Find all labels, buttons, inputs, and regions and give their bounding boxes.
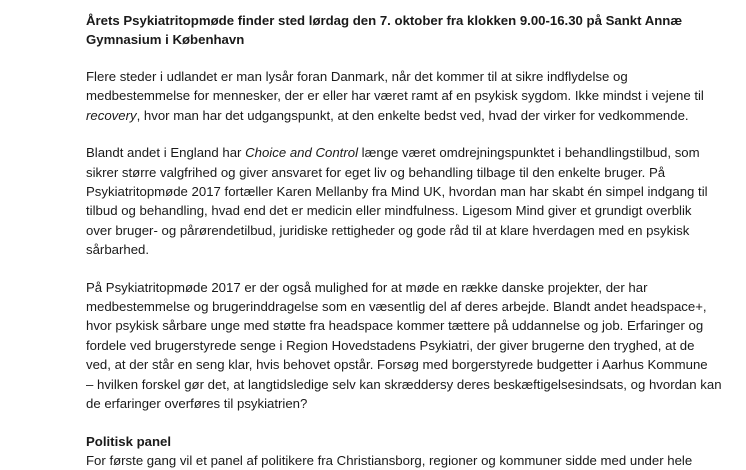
paragraph-line: tilbud og behandling, hvad end det er medicin eller mindfulness. Ligesom Mind giver et grundigt overblik [86, 203, 692, 219]
paragraph-line: medbestemmelse og brugerinddragelse som en væsentlig del af deres arbejde. Blandt andet headspace+, [86, 299, 707, 315]
paragraph-line: længe været omdrejningspunktet i behandlingstilbud, som [358, 145, 700, 161]
paragraph-intro [86, 67, 726, 125]
paragraph-line: , hvor man har det udgangspunkt, at den enkelte bedst ved, hvad der virker for vedkommende. [136, 107, 689, 123]
headline-line-2: Gymnasium i København [86, 32, 245, 47]
paragraph-line: Psykiatritopmøde 2017 fortæller Karen Mellanby fra Mind UK, hvordan man har skabt én simpel indgang til [86, 184, 708, 200]
document-content [86, 11, 726, 470]
paragraph-line: over bruger- og pårørendetilbud, juridiske rettigheder og gode råd til at klare hverdagen med en psykisk [86, 222, 690, 238]
paragraph-line: de erfaringer overføres til psykiatrien? [86, 396, 308, 412]
paragraph-line: Blandt andet i England har [86, 145, 246, 161]
paragraph-line: På Psykiatritopmøde 2017 er der også mulighed for at møde en række danske projekter, der har [86, 279, 648, 295]
italic-term-recovery: recovery [86, 107, 137, 123]
paragraph-line: sårbarhed. [86, 242, 150, 258]
paragraph-danish-projects [86, 278, 726, 414]
paragraph-line: ved, at der står en seng klar, hvis behovet opstår. Forsøg med borgerstyrede budgetter i Aarhus Kommune [86, 357, 708, 373]
paragraph-line: fordele ved brugerstyrede senge i Region Hovedstadens Psykiatri, der giver brugerne den tryghed, at de [86, 337, 695, 353]
headline-line-1: Årets Psykiatritopmøde finder sted lørdag den 7. oktober fra klokken 9.00-16.30 på Sankt Annæ [86, 13, 683, 28]
paragraph-line: medbestemmelse for mennesker, der er eller har været ramt af en psykisk sygdom. Ikke mindst i vejene til [86, 88, 704, 104]
paragraph-political-panel [86, 451, 726, 470]
paragraph-line: For første gang vil et panel af politikere fra Christiansborg, regioner og kommuner sidde med under hele [86, 452, 693, 468]
italic-term-choice-control: Choice and Control [245, 145, 359, 161]
headline [86, 11, 726, 49]
paragraph-line: sikrer større valgfrihed og giver ansvaret for eget liv og behandling tilbage til den enkelte bruger. På [86, 164, 666, 180]
paragraph-line: hvor psykisk sårbare unge med støtte fra headspace kommer tættere på uddannelse og job. Erfaringer og [86, 318, 704, 334]
paragraph-line: Flere steder i udlandet er man lysår foran Danmark, når det kommer til at sikre indflydelse og [86, 69, 628, 84]
paragraph-england [86, 143, 726, 259]
paragraph-line: – hvilken forskel gør det, at langtidsledige selv kan skræddersy deres beskæftigelsesindsats, og hvordan kan [86, 376, 722, 392]
subheading-political-panel: Politisk panel [86, 433, 172, 449]
